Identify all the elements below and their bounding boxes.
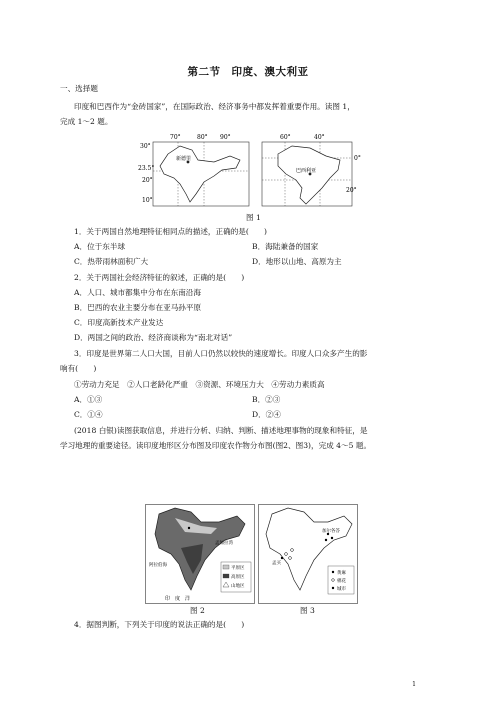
figure-2-caption: 图 2: [190, 606, 205, 615]
fig1-lat-10: 10°: [142, 197, 153, 204]
fig1-city-delhi: 新德里: [176, 156, 192, 162]
fig1-lat-20: 20°: [142, 177, 153, 184]
figure-3-map: [258, 504, 358, 604]
q2-stem: 2．关于两国社会经济特征的叙述，正确的是( ): [74, 273, 245, 282]
fig2-legend-plain: 平原区: [231, 566, 245, 571]
fig1-lon-80: 80°: [197, 134, 208, 141]
q4-stem: 4．据图判断，下列关于印度的说法正确的是( ): [74, 620, 245, 629]
q2-option-b: B．巴西的农业主要分布在亚马孙平原: [74, 303, 202, 312]
intro3-line-1: (2018 白银)读图获取信息，并进行分析、归纳、判断、描述地理事物的现象和特征，是: [74, 426, 368, 435]
fig2-legend-mountain: 山地区: [231, 584, 245, 589]
q1-option-d: D．地形以山地、高原为主: [252, 257, 342, 266]
fig3-legend-jute: 黄麻: [337, 571, 346, 576]
fig1-city-brasilia: 巴西利亚: [296, 168, 317, 174]
fig2-ocean-label: 印 度 洋: [165, 596, 191, 602]
figure-3-caption: 图 3: [300, 606, 315, 615]
q1-option-b: B．海陆兼备的国家: [252, 242, 319, 251]
fig1-lat-0: 0°: [354, 155, 361, 162]
q3-option-a: A．①③: [74, 395, 103, 404]
q2-option-c: C．印度高新技术产业发达: [74, 318, 164, 327]
q2-option-a: A．人口、城市都集中分布在东南沿海: [74, 288, 201, 297]
figure-2-map: [145, 504, 255, 604]
fig1-lon-40: 40°: [314, 134, 325, 141]
fig3-legend-cotton: 棉花: [337, 579, 346, 584]
intro-line-2: 完成 1～2 题。: [60, 117, 113, 126]
intro3-line-2: 学习地理的重要途径。读印度地形区分布图及印度农作物分布图(图2、图3)，完成 4～5 题。: [60, 441, 372, 450]
fig1-lon-90: 90°: [220, 134, 231, 141]
q3-stem-1: 3．印度是世界第二人口大国，目前人口仍然以较快的速度增长。印度人口众多产生的影: [74, 349, 368, 358]
q3-stem-2: 响有( ): [60, 364, 97, 373]
fig1-lat-23: 23.5°: [138, 165, 155, 172]
fig1-lon-60: 60°: [280, 134, 291, 141]
q1-option-c: C．热带雨林面积广大: [74, 257, 149, 266]
q3-option-b: B．②③: [252, 395, 281, 404]
page-number: 1: [412, 681, 416, 688]
fig3-label-kolkata: 加尔各答: [322, 529, 340, 534]
fig3-legend-city: 城市: [337, 587, 346, 592]
q3-option-d: D．②④: [252, 410, 281, 419]
q1-stem: 1．关于两国自然地理特征相同点的描述，正确的是( ): [74, 227, 268, 236]
q2-option-d: D．两国之间的政治、经济商谈称为“南北对话”: [74, 333, 233, 342]
q1-option-a: A．位于东半球: [74, 242, 126, 251]
fig2-legend-plateau: 高原区: [231, 575, 245, 580]
figure-1-maps: [140, 132, 360, 212]
intro-line-1: 印度和巴西作为“金砖国家”，在国际政治、经济事务中都发挥着重要作用。读图 1，: [74, 102, 355, 111]
fig1-lat-20s: 20°: [346, 187, 357, 194]
fig2-west-label: 阿拉伯海: [149, 563, 167, 568]
q3-statements: ①劳动力充足 ②人口老龄化严重 ③资源、环境压力大 ④劳动力素质高: [74, 380, 325, 389]
fig2-bay-label: 孟加拉湾: [215, 541, 233, 546]
page-title: 第二节 印度、澳大利亚: [187, 66, 309, 78]
fig1-lat-30: 30°: [140, 143, 151, 150]
fig1-lon-70: 70°: [170, 134, 181, 141]
fig3-label-mumbai: 孟买: [272, 561, 281, 566]
section-heading: 一、选择题: [60, 84, 98, 93]
q3-option-c: C．①④: [74, 410, 103, 419]
figure-1-caption: 图 1: [246, 213, 261, 222]
